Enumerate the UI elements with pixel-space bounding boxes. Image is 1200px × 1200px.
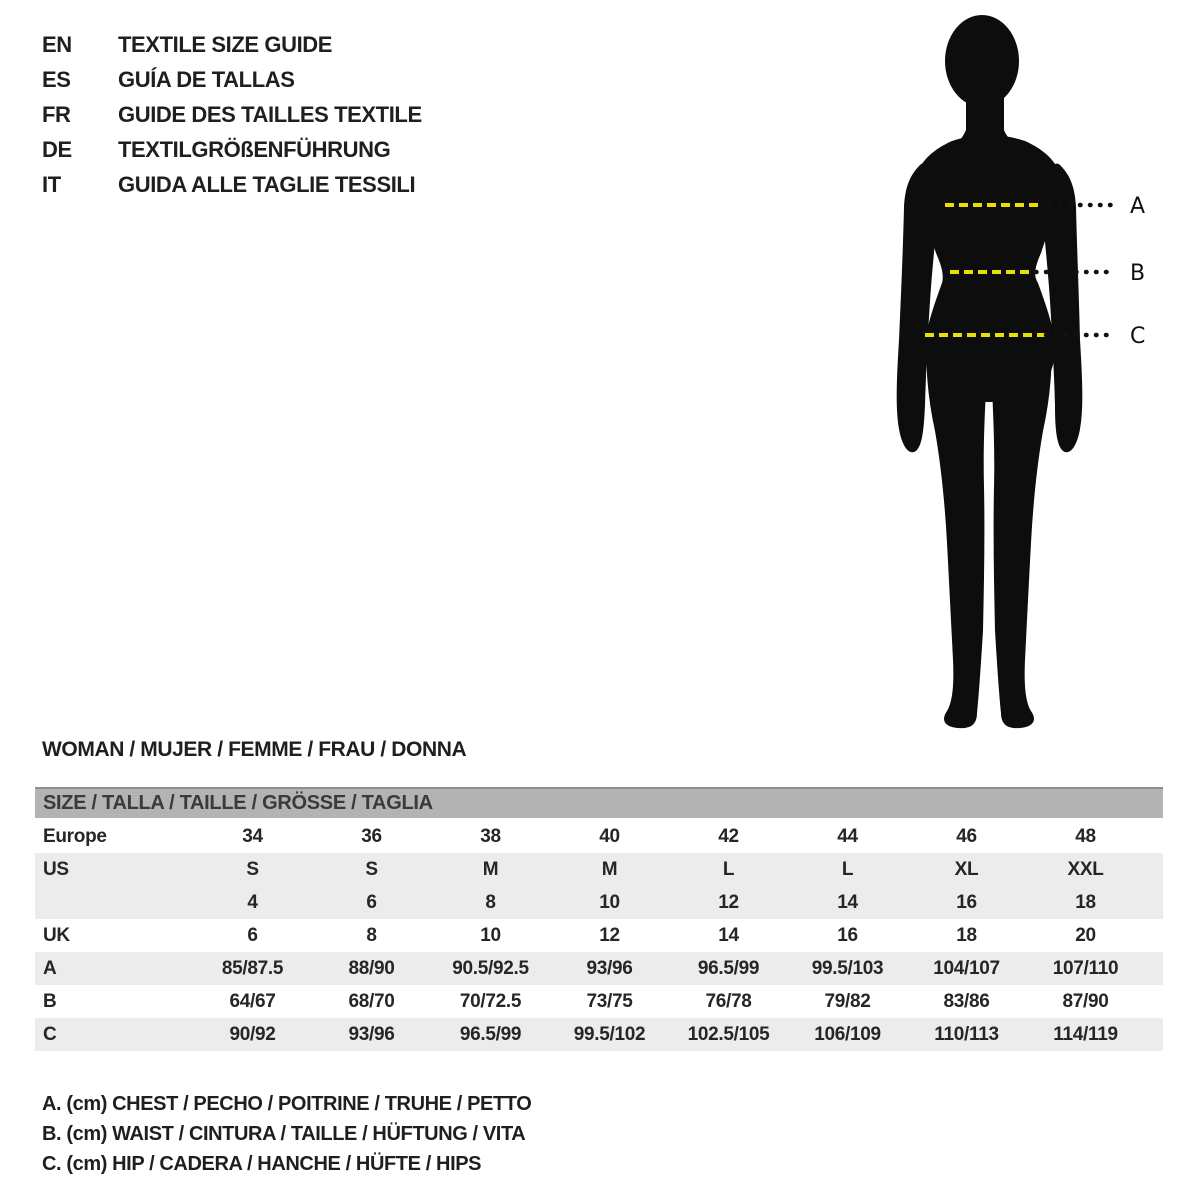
row-label-cell: US	[35, 853, 193, 886]
silhouette-right-leg	[992, 335, 1052, 728]
size-value-cell: 90.5/92.5	[431, 952, 550, 985]
size-value-cell: 46	[956, 825, 977, 847]
language-list	[42, 27, 422, 202]
spacer-cell	[1145, 853, 1163, 886]
chest-marker-label: A	[1130, 194, 1146, 219]
woman-silhouette-figure	[880, 15, 1200, 735]
size-value-cell: 70/72.5	[459, 990, 522, 1012]
legend-line-waist: B. (cm) WAIST / CINTURA / TAILLE / HÜFTUNG / VITA	[42, 1123, 526, 1145]
table-row-chest-a	[35, 952, 1163, 985]
size-value-cell: 96.5/99	[431, 1018, 550, 1051]
hip-marker-label: C	[1130, 324, 1146, 349]
language-row	[42, 132, 422, 167]
size-value-cell: L	[669, 853, 788, 886]
row-label-cell: B	[43, 990, 57, 1012]
size-value-cell: 10	[550, 886, 669, 919]
size-value-cell: 20	[1075, 924, 1096, 946]
size-value-cell: 42	[718, 825, 739, 847]
size-value-cell: 106/109	[788, 1018, 907, 1051]
language-code: IT	[42, 171, 61, 197]
size-value-cell: 99.5/103	[788, 952, 907, 985]
size-value-cell: 107/110	[1026, 952, 1145, 985]
spacer-cell	[1145, 886, 1163, 919]
size-value-cell: XXL	[1026, 853, 1145, 886]
language-code: ES	[42, 66, 71, 92]
spacer-cell	[1145, 919, 1163, 952]
size-value-cell: M	[431, 853, 550, 886]
measurement-legend	[42, 1089, 531, 1179]
language-label: TEXTILE SIZE GUIDE	[118, 31, 333, 57]
size-value-cell: 40	[599, 825, 620, 847]
silhouette-torso	[916, 135, 1061, 402]
size-value-cell: 34	[242, 825, 263, 847]
size-value-cell: XL	[907, 853, 1026, 886]
size-value-cell: S	[193, 853, 312, 886]
language-label: GUIDA ALLE TAGLIE TESSILI	[118, 171, 416, 197]
size-value-cell: 18	[1026, 886, 1145, 919]
size-table	[35, 787, 1163, 1051]
size-table-header: SIZE / TALLA / TAILLE / GRÖSSE / TAGLIA	[35, 788, 1163, 819]
spacer-cell	[1145, 1018, 1163, 1051]
size-value-cell: 83/86	[943, 990, 990, 1012]
size-value-cell: 85/87.5	[193, 952, 312, 985]
size-value-cell: M	[550, 853, 669, 886]
table-row-europe	[35, 819, 1163, 853]
size-value-cell: 12	[599, 924, 620, 946]
size-value-cell: 102.5/105	[669, 1018, 788, 1051]
size-value-cell: 73/75	[586, 990, 633, 1012]
legend-line-hip: C. (cm) HIP / CADERA / HANCHE / HÜFTE / HIPS	[42, 1153, 482, 1175]
size-value-cell: 93/96	[550, 952, 669, 985]
legend-line-chest: A. (cm) CHEST / PECHO / POITRINE / TRUHE / PETTO	[42, 1093, 532, 1115]
size-value-cell: 48	[1075, 825, 1096, 847]
size-value-cell: 114/119	[1026, 1018, 1145, 1051]
size-value-cell: 79/82	[824, 990, 871, 1012]
size-value-cell: 6	[247, 924, 258, 946]
size-value-cell: 64/67	[229, 990, 276, 1012]
size-value-cell: 36	[361, 825, 382, 847]
table-row-hip-c	[35, 1018, 1163, 1051]
language-label: GUÍA DE TALLAS	[118, 66, 295, 92]
size-value-cell: 104/107	[907, 952, 1026, 985]
language-row	[42, 97, 422, 132]
size-value-cell: 14	[718, 924, 739, 946]
spacer-cell	[1145, 952, 1163, 985]
language-row	[42, 62, 422, 97]
size-value-cell: 99.5/102	[550, 1018, 669, 1051]
language-label: GUIDE DES TAILLES TEXTILE	[118, 101, 422, 127]
row-label-cell: Europe	[43, 825, 107, 847]
size-value-cell: 93/96	[312, 1018, 431, 1051]
size-value-cell: 10	[480, 924, 501, 946]
size-value-cell: 76/78	[705, 990, 752, 1012]
table-row-uk	[35, 919, 1163, 952]
size-value-cell: S	[312, 853, 431, 886]
language-code: FR	[42, 101, 71, 127]
size-value-cell: 90/92	[193, 1018, 312, 1051]
size-value-cell: 6	[312, 886, 431, 919]
size-value-cell: L	[788, 853, 907, 886]
size-value-cell: 4	[193, 886, 312, 919]
size-value-cell: 16	[837, 924, 858, 946]
waist-marker-label: B	[1130, 261, 1146, 286]
size-value-cell: 14	[788, 886, 907, 919]
row-label-cell	[35, 886, 193, 919]
size-value-cell: 110/113	[907, 1018, 1026, 1051]
language-row	[42, 167, 422, 202]
table-row-us	[35, 853, 1163, 886]
row-label-cell: C	[35, 1018, 193, 1051]
size-value-cell: 87/90	[1062, 990, 1109, 1012]
size-value-cell: 16	[907, 886, 1026, 919]
silhouette-right-arm	[1043, 164, 1082, 453]
language-label: TEXTILGRÖßENFÜHRUNG	[118, 136, 391, 162]
size-value-cell: 44	[837, 825, 858, 847]
spacer-cell	[1145, 819, 1163, 853]
size-value-cell: 96.5/99	[669, 952, 788, 985]
section-title: WOMAN / MUJER / FEMME / FRAU / DONNA	[42, 738, 467, 761]
size-value-cell: 12	[669, 886, 788, 919]
spacer-cell	[1145, 985, 1163, 1018]
size-value-cell: 18	[956, 924, 977, 946]
size-value-cell: 8	[431, 886, 550, 919]
language-code: DE	[42, 136, 72, 162]
size-value-cell: 8	[366, 924, 377, 946]
woman-silhouette	[897, 15, 1083, 728]
size-value-cell: 88/90	[312, 952, 431, 985]
size-value-cell: 68/70	[348, 990, 395, 1012]
row-label-cell: A	[35, 952, 193, 985]
size-table-header-row	[35, 788, 1163, 819]
silhouette-left-leg	[926, 335, 986, 728]
language-row	[42, 27, 422, 62]
language-code: EN	[42, 31, 72, 57]
row-label-cell: UK	[43, 924, 70, 946]
table-row-waist-b	[35, 985, 1163, 1018]
size-value-cell: 38	[480, 825, 501, 847]
table-row-us-numeric	[35, 886, 1163, 919]
